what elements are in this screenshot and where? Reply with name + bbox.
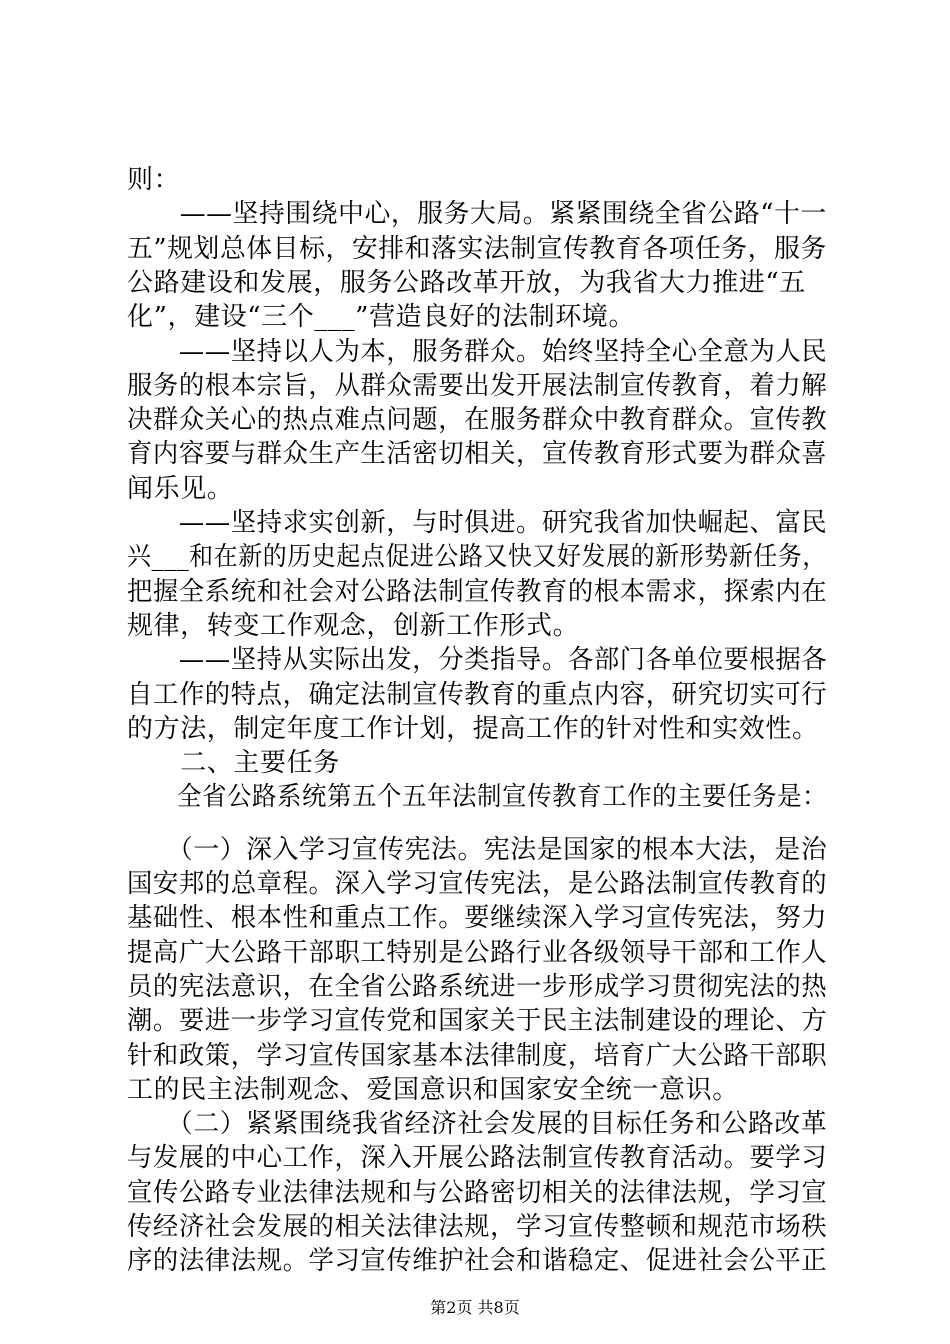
text-line: 二、主要任务 — [127, 748, 340, 778]
text-line: 的方法，制定年度工作计划，提高工作的针对性和实效性。 — [127, 714, 819, 744]
text-line: 化”，建设“三个___”营造良好的法制环境。 — [127, 302, 636, 332]
text-line: 基础性、根本性和重点工作。要继续深入学习宣传宪法，努力 — [127, 903, 828, 933]
text-line: 提高广大公路干部职工特别是公路行业各级领导干部和工作人 — [127, 938, 828, 968]
text-line: 员的宪法意识，在全省公路系统进一步形成学习贯彻宪法的热 — [127, 972, 828, 1002]
text-line: 公路建设和发展，服务公路改革开放，为我省大力推进“五 — [127, 268, 806, 298]
text-line: 全省公路系统第五个五年法制宣传教育工作的主要任务是： — [127, 782, 828, 812]
text-line: 则： — [127, 165, 181, 195]
text-line: 国安邦的总章程。深入学习宣传宪法，是公路法制宣传教育的 — [127, 869, 828, 899]
text-line: 育内容要与群众生产生活密切相关，宣传教育形式要为群众喜 — [127, 439, 828, 469]
text-line: 宣传公路专业法律法规和与公路密切相关的法律法规，学习宣 — [127, 1178, 828, 1208]
text-line: 五”规划总体目标，安排和落实法制宣传教育各项任务，服务 — [127, 234, 827, 264]
text-line: 兴___和在新的历史起点促进公路又快又好发展的新形势新任务， — [127, 542, 827, 572]
text-line: ——坚持从实际出发，分类指导。各部门各单位要根据各 — [127, 645, 828, 675]
text-line: 针和政策，学习宣传国家基本法律制度，培育广大公路干部职 — [127, 1041, 828, 1071]
text-line: 与发展的中心工作，深入开展公路法制宣传教育活动。要学习 — [127, 1143, 828, 1173]
page-footer: 第2页 共8页 — [430, 1298, 520, 1317]
text-line: 决群众关心的热点难点问题，在服务群众中教育群众。宣传教 — [127, 405, 828, 435]
text-line: 序的法律法规。学习宣传维护社会和谐稳定、促进社会公平正 — [127, 1246, 828, 1276]
text-line: 自工作的特点，确定法制宣传教育的重点内容，研究切实可行 — [127, 680, 828, 710]
text-line: 工的民主法制观念、爱国意识和国家安全统一意识。 — [127, 1075, 739, 1105]
text-line: 潮。要进一步学习宣传党和国家关于民主法制建设的理论、方 — [127, 1006, 828, 1036]
text-line: 把握全系统和社会对公路法制宣传教育的根本需求，探索内在 — [127, 577, 828, 607]
text-line: 服务的根本宗旨，从群众需要出发开展法制宣传教育，着力解 — [127, 371, 828, 401]
text-line: ——坚持以人为本，服务群众。始终坚持全心全意为人民 — [127, 337, 828, 367]
text-line: 规律，转变工作观念，创新工作形式。 — [127, 611, 580, 641]
text-line: （一）深入学习宣传宪法。宪法是国家的根本大法，是治 — [127, 835, 828, 865]
text-line: 传经济社会发展的相关法律法规，学习宣传整顿和规范市场秩 — [127, 1212, 828, 1242]
text-line: ——坚持围绕中心，服务大局。紧紧围绕全省公路“十一 — [127, 199, 827, 229]
text-line: 闻乐见。 — [127, 474, 234, 504]
text-line: ——坚持求实创新，与时俱进。研究我省加快崛起、富民 — [127, 508, 828, 538]
text-line: （二）紧紧围绕我省经济社会发展的目标任务和公路改革 — [127, 1109, 828, 1139]
